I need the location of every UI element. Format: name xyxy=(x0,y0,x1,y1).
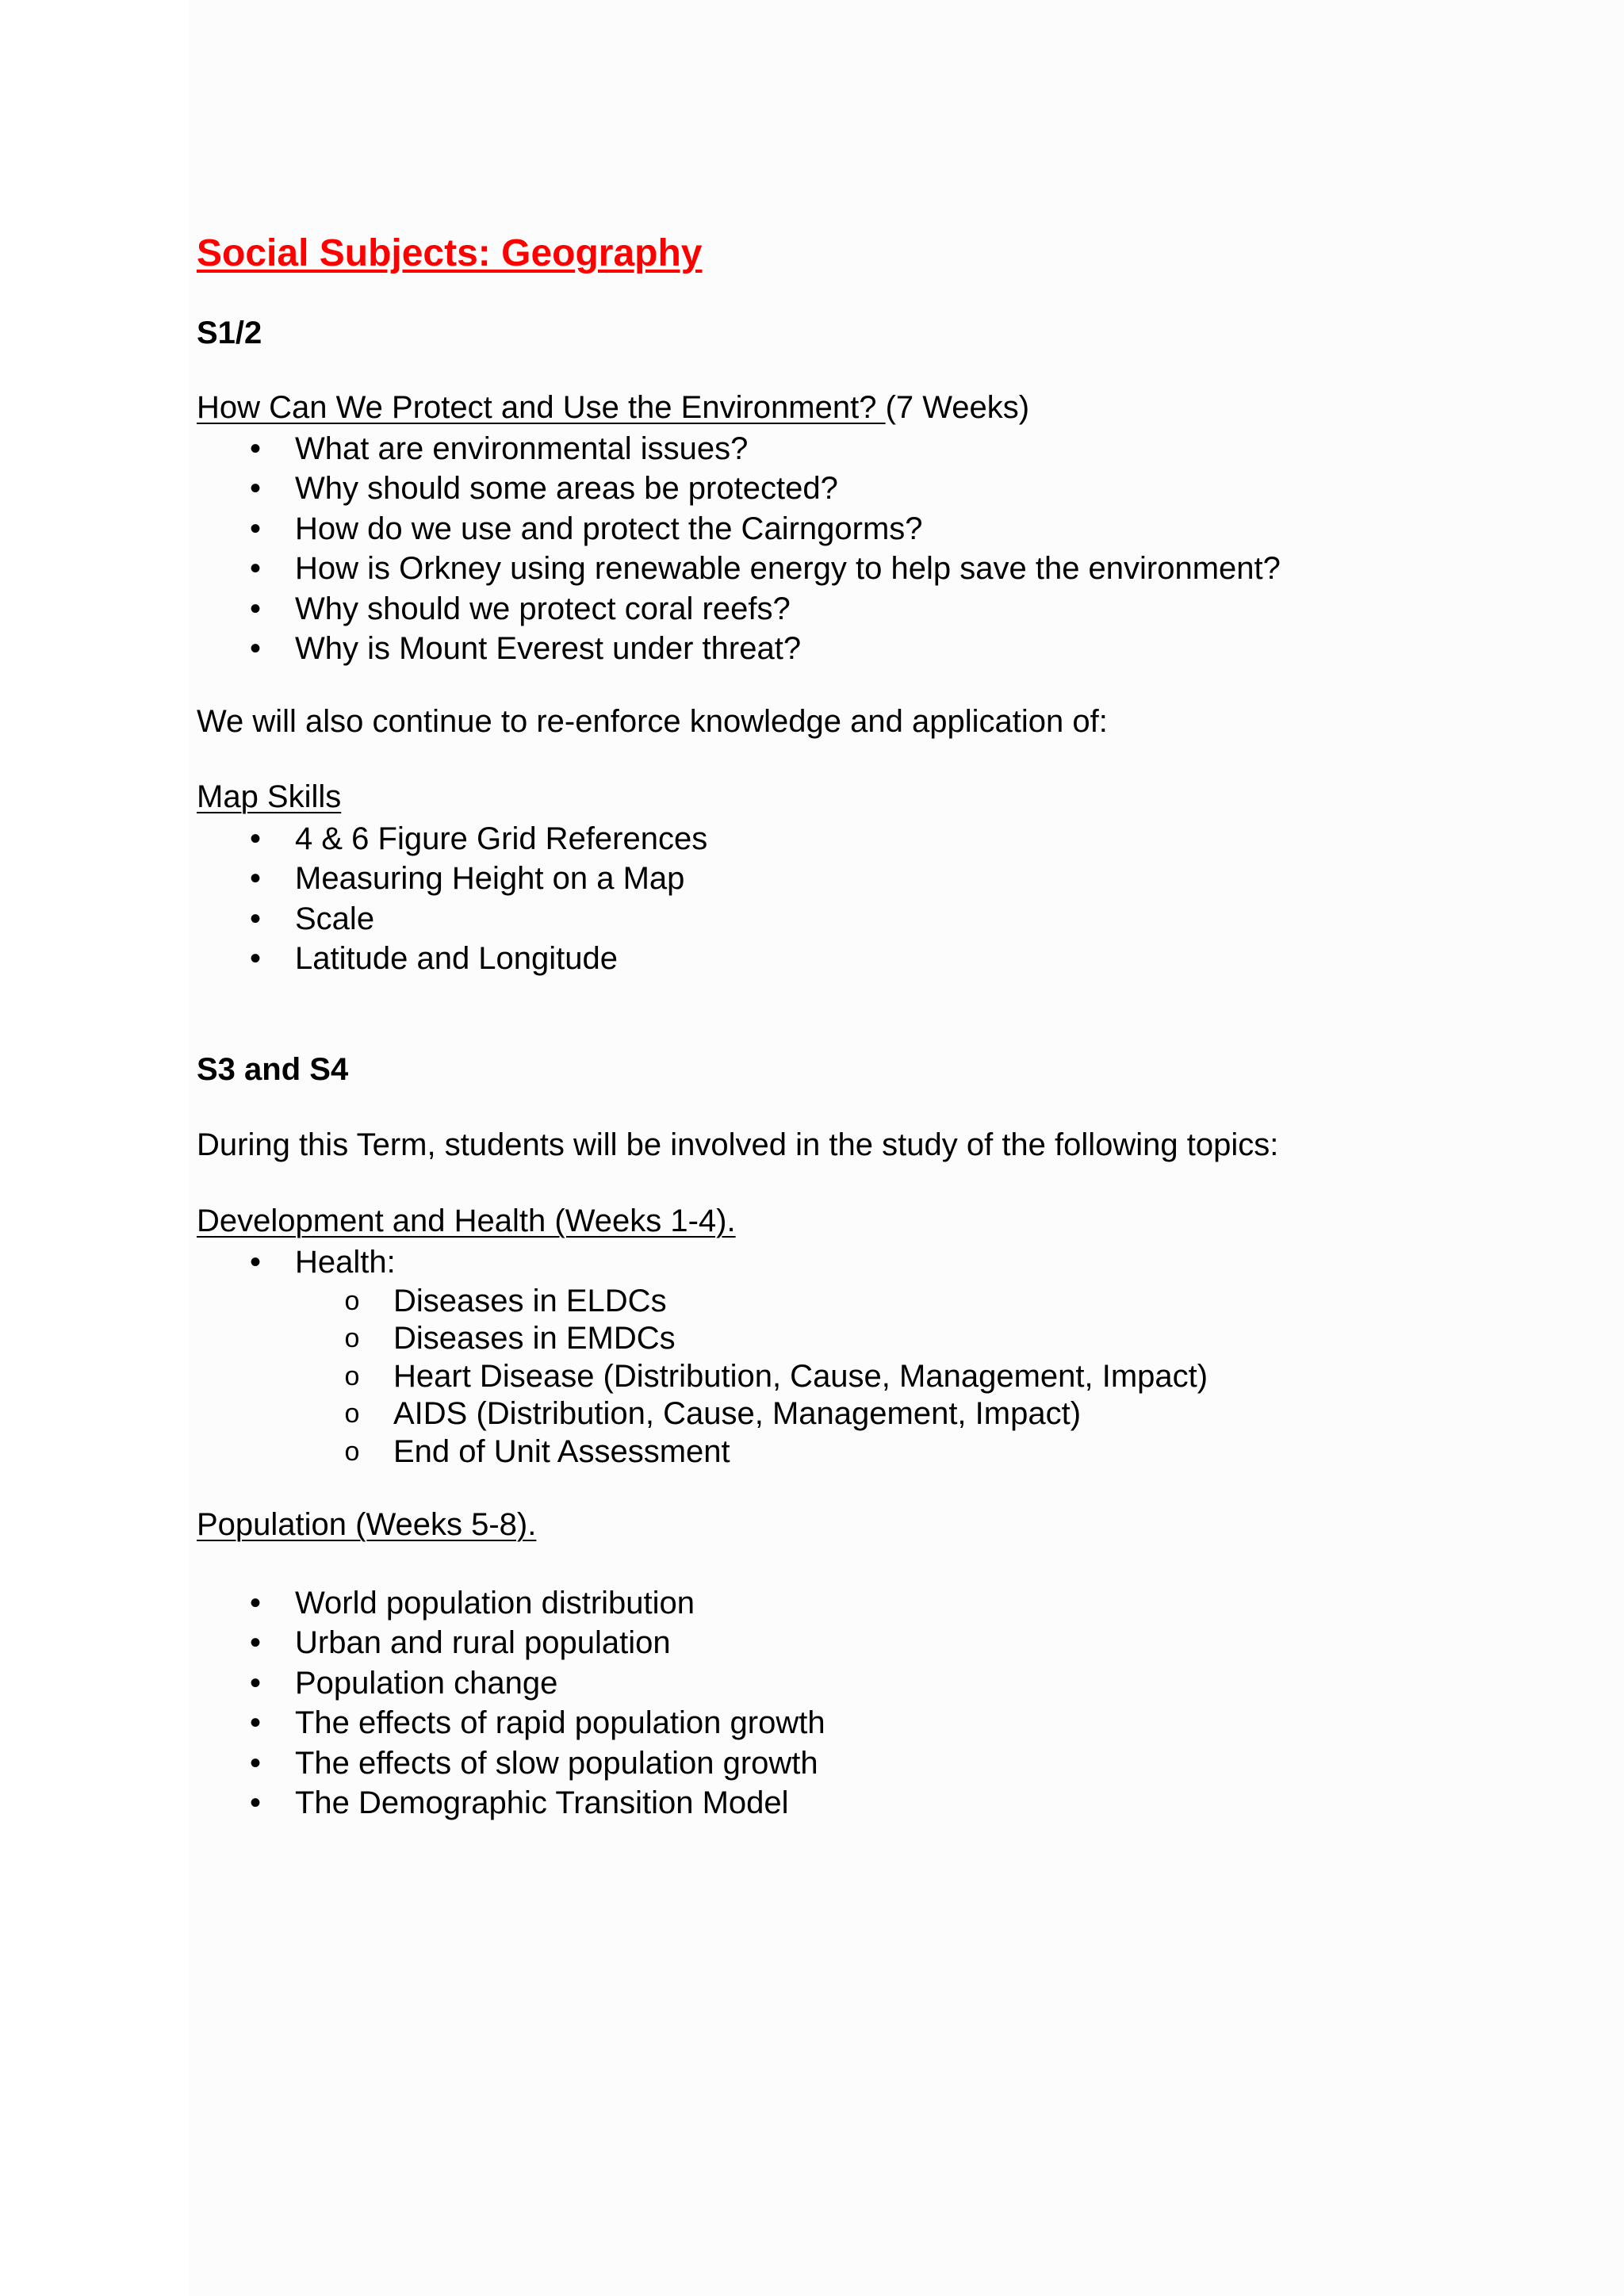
list-item: • Why is Mount Everest under threat? xyxy=(197,629,1281,668)
bullet-icon: • xyxy=(249,821,261,856)
list-item: • Health: xyxy=(197,1242,396,1282)
topic-heading-environment xyxy=(197,390,1029,426)
development-health-heading: Development and Health (Weeks 1-4). xyxy=(197,1203,736,1238)
circle-bullet-icon: o xyxy=(344,1399,360,1429)
bullet-icon: • xyxy=(249,1665,261,1701)
page-title: Social Subjects: Geography xyxy=(197,232,703,274)
topic-duration: (7 Weeks) xyxy=(885,390,1030,425)
bullet-icon: • xyxy=(249,1625,261,1661)
list-item: • The effects of rapid population growth xyxy=(197,1703,825,1743)
bullet-icon: • xyxy=(249,1245,261,1280)
list-item: • Why should some areas be protected? xyxy=(197,469,1281,508)
sub-list-item: o Heart Disease (Distribution, Cause, Management, Impact) xyxy=(197,1358,1208,1395)
bullet-icon: • xyxy=(249,471,261,507)
bullet-icon: • xyxy=(249,1745,261,1781)
list-item: • How is Orkney using renewable energy to help save the environment? xyxy=(197,549,1281,588)
sub-list-item: o AIDS (Distribution, Cause, Management, Impact) xyxy=(197,1395,1208,1433)
health-list xyxy=(197,1242,396,1282)
list-item: • Population change xyxy=(197,1663,825,1703)
list-item: • What are environmental issues? xyxy=(197,429,1281,469)
bullet-icon: • xyxy=(249,630,261,666)
bullet-icon: • xyxy=(249,1705,261,1741)
list-item: • Scale xyxy=(197,899,707,939)
list-item: • Urban and rural population xyxy=(197,1623,825,1663)
list-item: • Latitude and Longitude xyxy=(197,939,707,978)
list-item: • World population distribution xyxy=(197,1583,825,1623)
continue-paragraph: We will also continue to re-enforce knowledge and application of: xyxy=(197,704,1108,739)
health-sublist xyxy=(197,1283,1208,1471)
list-item: • 4 & 6 Figure Grid References xyxy=(197,819,707,859)
list-item: • The effects of slow population growth xyxy=(197,1743,825,1783)
bullet-icon: • xyxy=(249,1586,261,1621)
bullet-icon: • xyxy=(249,941,261,977)
bullet-icon: • xyxy=(249,1785,261,1820)
population-list xyxy=(197,1583,825,1823)
section-heading-s12: S1/2 xyxy=(197,316,262,350)
map-skills-heading: Map Skills xyxy=(197,779,342,814)
list-item: • How do we use and protect the Cairngorms? xyxy=(197,509,1281,549)
environment-topic-list xyxy=(197,429,1281,668)
list-item: • Why should we protect coral reefs? xyxy=(197,589,1281,629)
map-skills-list xyxy=(197,819,707,979)
circle-bullet-icon: o xyxy=(344,1436,360,1467)
list-item: • Measuring Height on a Map xyxy=(197,859,707,898)
circle-bullet-icon: o xyxy=(344,1323,360,1354)
section-heading-s34: S3 and S4 xyxy=(197,1052,349,1087)
bullet-icon: • xyxy=(249,511,261,546)
circle-bullet-icon: o xyxy=(344,1286,360,1316)
sub-list-item: o Diseases in ELDCs xyxy=(197,1283,1208,1320)
bullet-icon: • xyxy=(249,901,261,936)
sub-list-item: o Diseases in EMDCs xyxy=(197,1320,1208,1357)
bullet-icon: • xyxy=(249,861,261,897)
intro-paragraph: During this Term, students will be involved in the study of the following topics: xyxy=(197,1127,1279,1162)
list-item: • The Demographic Transition Model xyxy=(197,1783,825,1823)
population-heading: Population (Weeks 5-8). xyxy=(197,1507,537,1542)
sub-list-item: o End of Unit Assessment xyxy=(197,1433,1208,1471)
bullet-icon: • xyxy=(249,431,261,466)
circle-bullet-icon: o xyxy=(344,1360,360,1391)
bullet-icon: • xyxy=(249,551,261,587)
bullet-icon: • xyxy=(249,591,261,626)
topic-title: How Can We Protect and Use the Environment? xyxy=(197,390,886,425)
